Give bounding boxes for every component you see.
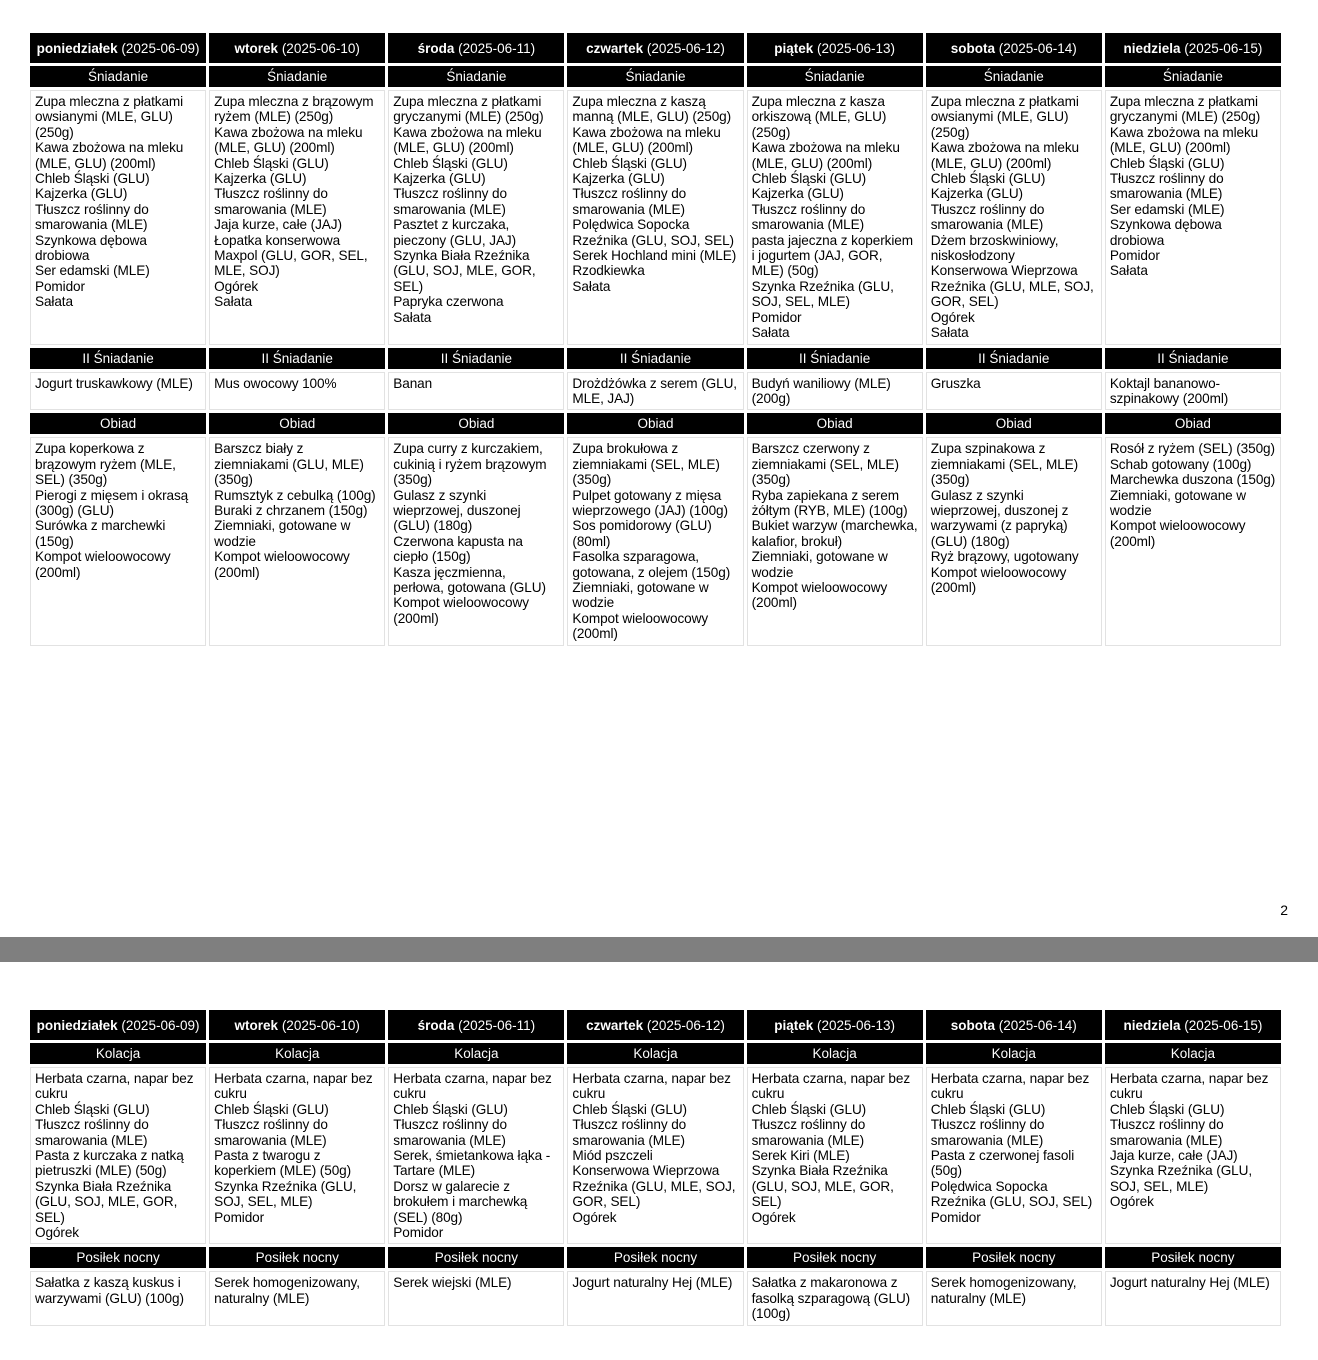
menu-item: Chleb Śląski (GLU) xyxy=(1109,1101,1225,1117)
menu-item: Barszcz czerwony z ziemniakami (SEL, MLE) (350g) xyxy=(751,441,899,488)
meal-cell xyxy=(567,437,743,645)
meal-label: II Śniadanie xyxy=(926,348,1102,369)
menu-item: Drożdżówka z serem (GLU, MLE, JAJ) xyxy=(572,375,737,406)
meal-label: Kolacja xyxy=(30,1043,206,1064)
day-name: poniedziałek xyxy=(36,40,118,56)
menu-item: Konserwowa Wieprzowa Rzeźnika (GLU, MLE, SOJ, GOR, SEL) xyxy=(930,263,1094,310)
day-name: czwartek xyxy=(586,40,644,56)
menu-item: Kompot wieloowocowy (200ml) xyxy=(751,579,888,611)
menu-item: Ogórek xyxy=(1109,1194,1154,1210)
menu-item: Sałata xyxy=(572,278,611,294)
meal-cell xyxy=(388,1271,564,1325)
menu-item: Ziemniaki, gotowane w wodzie xyxy=(751,549,888,580)
menu-item: Fasolka szparagowa, gotowana, z olejem (150g) xyxy=(572,549,731,580)
menu-item: Pasta z twarogu z koperkiem (MLE) (50g) xyxy=(214,1148,352,1179)
menu-item: Ogórek xyxy=(930,309,975,325)
menu-item: Szynka Rzeźnika (GLU, SOJ, SEL, MLE) xyxy=(751,278,894,310)
menu-item: Kawa zbożowa na mleku (MLE, GLU) (200ml) xyxy=(572,124,721,156)
meal-label-row xyxy=(30,413,1281,434)
menu-item: Kajzerka (GLU) xyxy=(751,186,844,202)
day-header xyxy=(567,1010,743,1040)
meal-cell xyxy=(926,437,1102,645)
menu-item: Zupa mleczna z kaszą manną (MLE, GLU) (250g) xyxy=(572,94,732,125)
menu-item: Chleb Śląski (GLU) xyxy=(1109,155,1225,171)
menu-item: Koktajl bananowo-szpinakowy (200ml) xyxy=(1109,375,1229,406)
day-header xyxy=(1105,33,1281,63)
menu-item: Ogórek xyxy=(751,1209,796,1225)
menu-item: Kawa zbożowa na mleku (MLE, GLU) (200ml) xyxy=(214,124,363,156)
day-date: (2025-06-14) xyxy=(995,40,1077,56)
menu-item: Kajzerka (GLU) xyxy=(930,186,1023,202)
meal-cell xyxy=(1105,90,1281,345)
menu-item: Serek homogenizowany, naturalny (MLE) xyxy=(930,1275,1077,1306)
meal-label: Kolacja xyxy=(567,1043,743,1064)
menu-item: Gulasz z szynki wieprzowej, duszonej (GLU) (180g) xyxy=(393,487,521,534)
menu-item: Sałata xyxy=(35,294,73,310)
menu-item: Chleb Śląski (GLU) xyxy=(751,1101,867,1117)
menu-item: Herbata czarna, napar bez cukru xyxy=(393,1071,552,1102)
menu-item: Gruszka xyxy=(930,375,981,391)
day-date: (2025-06-13) xyxy=(813,1017,896,1033)
meal-label: Obiad xyxy=(388,413,564,434)
menu-item: Kajzerka (GLU) xyxy=(393,171,486,187)
menu-item: Pomidor xyxy=(35,278,85,294)
meal-cell xyxy=(567,1067,743,1244)
menu-item: Sałatka z makaronowa z fasolką szparagową (GLU) (100g) xyxy=(751,1275,911,1322)
day-name: piątek xyxy=(774,40,814,56)
menu-item: Zupa brokułowa z ziemniakami (SEL, MLE) (350g) xyxy=(572,441,720,488)
menu-item: Pomidor xyxy=(930,1209,981,1225)
menu-item: Ryż brązowy, ugotowany xyxy=(930,549,1079,565)
menu-item: Ser edamski (MLE) xyxy=(1109,201,1225,217)
menu-item: Kawa zbożowa na mleku (MLE, GLU) (200ml) xyxy=(35,140,184,171)
menu-item: Ziemniaki, gotowane w wodzie xyxy=(214,518,351,549)
menu-item: Jogurt truskawkowy (MLE) xyxy=(35,375,193,391)
menu-item: Serek Hochland mini (MLE) xyxy=(572,248,737,264)
meal-label: Posiłek nocny xyxy=(209,1247,385,1268)
menu-item: Zupa mleczna z płatkami owsianymi (MLE, GLU) (250g) xyxy=(35,94,184,140)
meal-cell xyxy=(567,1271,743,1325)
menu-item: Tłuszcz roślinny do smarowania (MLE) xyxy=(35,201,149,233)
meal-cell xyxy=(747,437,923,645)
meal-cell xyxy=(747,1067,923,1244)
day-date: (2025-06-11) xyxy=(454,1017,536,1033)
day-date: (2025-06-15) xyxy=(1180,40,1263,56)
meal-label: Obiad xyxy=(926,413,1102,434)
menu-item: Tłuszcz roślinny do smarowania (MLE) xyxy=(751,1117,866,1148)
menu-item: Rzodkiewka xyxy=(572,263,645,279)
menu-item: Zupa mleczna z kasza orkiszową (MLE, GLU) (250g) xyxy=(751,94,887,140)
menu-item: Pomidor xyxy=(393,1225,444,1241)
meal-label: Posiłek nocny xyxy=(30,1247,206,1268)
meal-cell xyxy=(1105,437,1281,645)
menu-item: Banan xyxy=(393,375,433,391)
meal-cell xyxy=(388,372,564,411)
day-date: (2025-06-14) xyxy=(995,1017,1077,1033)
meal-cell xyxy=(30,1067,206,1244)
meal-items-row xyxy=(30,1067,1281,1244)
day-header-row xyxy=(30,33,1281,63)
day-header xyxy=(209,33,385,63)
menu-item: Tłuszcz roślinny do smarowania (MLE) xyxy=(751,201,866,233)
menu-item: Sałata xyxy=(751,325,790,341)
day-date: (2025-06-11) xyxy=(454,40,536,56)
menu-item: Tłuszcz roślinny do smarowania (MLE) xyxy=(572,1117,687,1148)
meal-cell xyxy=(1105,1067,1281,1244)
meal-label: Posiłek nocny xyxy=(1105,1247,1281,1268)
day-header xyxy=(30,33,206,63)
menu-item: Sałata xyxy=(393,309,432,325)
day-date: (2025-06-12) xyxy=(643,40,725,56)
menu-item: Pomidor xyxy=(1109,248,1160,264)
menu-item: Pulpet gotowany z mięsa wieprzowego (JAJ) (100g) xyxy=(572,487,728,518)
meal-label: Obiad xyxy=(747,413,923,434)
day-name: sobota xyxy=(950,40,995,56)
meal-cell xyxy=(747,90,923,345)
menu-item: Chleb Śląski (GLU) xyxy=(572,1101,687,1117)
meal-cell xyxy=(567,372,743,411)
menu-item: Chleb Śląski (GLU) xyxy=(930,171,1046,187)
menu-item: Chleb Śląski (GLU) xyxy=(214,1101,329,1117)
meal-cell xyxy=(747,1271,923,1325)
day-header-row xyxy=(30,1010,1281,1040)
meal-cell xyxy=(1105,372,1281,411)
meal-label: Obiad xyxy=(1105,413,1281,434)
day-name: sobota xyxy=(950,1017,995,1033)
menu-item: Rosół z ryżem (SEL) (350g) xyxy=(1109,441,1275,457)
menu-item: Szynka Biała Rzeźnika (GLU, SOJ, MLE, GOR, SEL) xyxy=(35,1178,178,1225)
meal-cell xyxy=(747,372,923,411)
menu-item: Zupa mleczna z płatkami gryczanymi (MLE) (250g) xyxy=(1109,94,1261,125)
meal-label: Śniadanie xyxy=(209,66,385,87)
day-name: wtorek xyxy=(234,40,279,56)
meal-label: Posiłek nocny xyxy=(388,1247,564,1268)
menu-item: Pomidor xyxy=(751,309,802,325)
meal-cell xyxy=(926,90,1102,345)
menu-item: Marchewka duszona (150g) xyxy=(1109,472,1276,488)
menu-item: Herbata czarna, napar bez cukru xyxy=(1109,1071,1269,1102)
menu-item: Kawa zbożowa na mleku (MLE, GLU) (200ml) xyxy=(393,124,542,156)
menu-item: Serek Kiri (MLE) xyxy=(751,1148,850,1164)
menu-item: Zupa curry z kurczakiem, cukinią i ryżem brązowym (350g) xyxy=(393,441,547,488)
menu-item: Ziemniaki, gotowane w wodzie xyxy=(1109,487,1247,518)
day-header xyxy=(747,33,923,63)
menu-page-2 xyxy=(0,962,1318,1360)
meal-cell xyxy=(209,1271,385,1325)
day-header xyxy=(388,1010,564,1040)
meal-cell xyxy=(209,372,385,411)
menu-item: Zupa mleczna z płatkami owsianymi (MLE, GLU) (250g) xyxy=(930,94,1079,140)
menu-item: Sałata xyxy=(930,325,969,341)
menu-item: Papryka czerwona xyxy=(393,294,504,310)
menu-item: Sałata xyxy=(214,294,253,310)
menu-item: Barszcz biały z ziemniakami (GLU, MLE) (350g) xyxy=(214,441,364,488)
meal-cell xyxy=(388,90,564,345)
menu-item: Sos pomidorowy (GLU) (80ml) xyxy=(572,518,712,549)
menu-item: Budyń waniliowy (MLE) (200g) xyxy=(751,375,891,406)
menu-item: Kajzerka (GLU) xyxy=(35,186,128,202)
meal-items-row xyxy=(30,90,1281,345)
menu-item: Pomidor xyxy=(214,1209,265,1225)
meal-label-row xyxy=(30,348,1281,369)
menu-item: Kompot wieloowocowy (200ml) xyxy=(393,595,529,626)
page-separator xyxy=(0,937,1318,962)
menu-item: Chleb Śląski (GLU) xyxy=(393,155,508,171)
meal-items-row xyxy=(30,1271,1281,1325)
menu-item: Chleb Śląski (GLU) xyxy=(751,171,867,187)
menu-item: Szynkowa dębowa drobiowa xyxy=(35,232,147,264)
meal-cell xyxy=(1105,1271,1281,1325)
menu-item: Serek wiejski (MLE) xyxy=(393,1275,512,1291)
menu-item: Serek homogenizowany, naturalny (MLE) xyxy=(214,1275,360,1306)
menu-item: Buraki z chrzanem (150g) xyxy=(214,502,368,518)
menu-item: Pierogi z mięsem i okrasą (300g) (GLU) xyxy=(35,487,189,518)
meal-label: II Śniadanie xyxy=(1105,348,1281,369)
menu-item: Tłuszcz roślinny do smarowania (MLE) xyxy=(393,1117,507,1148)
menu-item: Tłuszcz roślinny do smarowania (MLE) xyxy=(572,186,687,217)
menu-item: Tłuszcz roślinny do smarowania (MLE) xyxy=(1109,171,1224,202)
meal-label: Śniadanie xyxy=(747,66,923,87)
meal-label: II Śniadanie xyxy=(747,348,923,369)
menu-item: Jaja kurze, całe (JAJ) xyxy=(214,217,342,233)
day-date: (2025-06-09) xyxy=(117,40,200,56)
menu-item: Dorsz w galarecie z brokułem i marchewką (SEL) (80g) xyxy=(393,1178,528,1225)
meal-cell xyxy=(926,372,1102,411)
menu-item: Kajzerka (GLU) xyxy=(572,171,665,187)
menu-item: Ziemniaki, gotowane w wodzie xyxy=(572,579,709,611)
menu-item: Mus owocowy 100% xyxy=(214,375,337,391)
menu-item: Zupa mleczna z brązowym ryżem (MLE) (250g) xyxy=(214,94,374,125)
menu-item: Herbata czarna, napar bez cukru xyxy=(930,1071,1090,1102)
menu-item: Tłuszcz roślinny do smarowania (MLE) xyxy=(214,1117,328,1148)
weekly-menu-table-page-1 xyxy=(27,30,1284,649)
menu-item: Szynka Rzeźnika (GLU, SOJ, SEL, MLE) xyxy=(1109,1163,1253,1194)
menu-item: Szynkowa dębowa drobiowa xyxy=(1109,217,1222,248)
menu-item: Tłuszcz roślinny do smarowania (MLE) xyxy=(35,1117,149,1148)
menu-item: Pasta z czerwonej fasoli (50g) xyxy=(930,1148,1075,1179)
meal-cell xyxy=(30,372,206,411)
meal-label: Śniadanie xyxy=(30,66,206,87)
menu-item: Czerwona kapusta na ciepło (150g) xyxy=(393,533,523,565)
day-date: (2025-06-10) xyxy=(278,40,360,56)
day-header xyxy=(926,33,1102,63)
meal-cell xyxy=(209,1067,385,1244)
menu-item: Tłuszcz roślinny do smarowania (MLE) xyxy=(393,186,507,217)
menu-item: Bukiet warzyw (marchewka, kalafior, brokuł) xyxy=(751,518,918,549)
meal-cell xyxy=(209,90,385,345)
meal-cell xyxy=(926,1271,1102,1325)
menu-item: Chleb Śląski (GLU) xyxy=(393,1101,508,1117)
menu-item: Ogórek xyxy=(572,1209,617,1225)
menu-item: Chleb Śląski (GLU) xyxy=(35,171,150,187)
menu-item: Tłuszcz roślinny do smarowania (MLE) xyxy=(1109,1117,1224,1148)
menu-item: Ogórek xyxy=(35,1225,79,1241)
meal-label-row xyxy=(30,1043,1281,1064)
meal-label: Śniadanie xyxy=(567,66,743,87)
meal-cell xyxy=(926,1067,1102,1244)
day-name: czwartek xyxy=(586,1017,644,1033)
meal-label: II Śniadanie xyxy=(388,348,564,369)
meal-label: Śniadanie xyxy=(1105,66,1281,87)
menu-item: Pasztet z kurczaka, pieczony (GLU, JAJ) xyxy=(393,217,517,248)
menu-item: Ser edamski (MLE) xyxy=(35,263,150,279)
meal-label: Posiłek nocny xyxy=(747,1247,923,1268)
meal-label: Kolacja xyxy=(388,1043,564,1064)
day-name: niedziela xyxy=(1123,1017,1181,1033)
menu-item: Miód pszczeli xyxy=(572,1148,653,1164)
menu-item: Schab gotowany (100g) xyxy=(1109,456,1252,472)
menu-item: Zupa mleczna z płatkami gryczanymi (MLE) (250g) xyxy=(393,94,544,125)
menu-item: Jogurt naturalny Hej (MLE) xyxy=(572,1275,733,1291)
menu-item: Chleb Śląski (GLU) xyxy=(930,1101,1046,1117)
meal-items-row xyxy=(30,437,1281,645)
menu-item: Zupa szpinakowa z ziemniakami (SEL, MLE) (350g) xyxy=(930,441,1079,488)
meal-label-row xyxy=(30,66,1281,87)
menu-item: Chleb Śląski (GLU) xyxy=(35,1101,150,1117)
menu-item: Łopatka konserwowa Maxpol (GLU, GOR, SEL, MLE, SOJ) xyxy=(214,232,368,279)
day-date: (2025-06-09) xyxy=(117,1017,200,1033)
meal-label: Posiłek nocny xyxy=(926,1247,1102,1268)
day-date: (2025-06-15) xyxy=(1180,1017,1263,1033)
menu-item: Szynka Rzeźnika (GLU, SOJ, SEL, MLE) xyxy=(214,1178,357,1210)
menu-item: Kompot wieloowocowy (200ml) xyxy=(1109,518,1246,549)
menu-item: Kompot wieloowocowy (200ml) xyxy=(35,549,171,580)
day-name: piątek xyxy=(774,1017,814,1033)
meal-label: II Śniadanie xyxy=(567,348,743,369)
day-name: środa xyxy=(417,40,455,56)
menu-item: Kompot wieloowocowy (200ml) xyxy=(572,610,709,642)
menu-item: Sałatka z kaszą kuskus i warzywami (GLU) (100g) xyxy=(35,1275,184,1306)
day-name: wtorek xyxy=(234,1017,279,1033)
menu-item: Kawa zbożowa na mleku (MLE, GLU) (200ml) xyxy=(751,140,900,171)
day-name: środa xyxy=(417,1017,455,1033)
menu-item: Jaja kurze, całe (JAJ) xyxy=(1109,1148,1238,1164)
day-date: (2025-06-12) xyxy=(643,1017,725,1033)
menu-item: Kajzerka (GLU) xyxy=(214,171,307,187)
meal-items-row xyxy=(30,372,1281,411)
meal-cell xyxy=(388,437,564,645)
menu-item: Chleb Śląski (GLU) xyxy=(214,155,329,171)
day-header xyxy=(567,33,743,63)
meal-label: Kolacja xyxy=(747,1043,923,1064)
day-header xyxy=(747,1010,923,1040)
menu-item: Tłuszcz roślinny do smarowania (MLE) xyxy=(930,201,1045,233)
menu-item: Kompot wieloowocowy (200ml) xyxy=(930,564,1067,595)
menu-item: Szynka Biała Rzeźnika (GLU, SOJ, MLE, GOR, SEL) xyxy=(393,248,536,294)
weekly-menu-table-page-2 xyxy=(27,1007,1284,1329)
meal-cell xyxy=(388,1067,564,1244)
meal-label: Posiłek nocny xyxy=(567,1247,743,1268)
menu-item: Serek, śmietankowa łąka - Tartare (MLE) xyxy=(393,1148,551,1179)
day-header xyxy=(926,1010,1102,1040)
meal-cell xyxy=(209,437,385,645)
menu-item: Kompot wieloowocowy (200ml) xyxy=(214,549,350,580)
menu-item: Szynka Biała Rzeźnika (GLU, SOJ, MLE, GOR, SEL) xyxy=(751,1163,894,1210)
meal-label: Śniadanie xyxy=(926,66,1102,87)
menu-item: Herbata czarna, napar bez cukru xyxy=(35,1071,194,1102)
menu-item: Dżem brzoskwiniowy, niskosłodzony xyxy=(930,232,1059,264)
menu-item: Pasta z kurczaka z natką pietruszki (MLE) (50g) xyxy=(35,1148,184,1179)
menu-item: Herbata czarna, napar bez cukru xyxy=(751,1071,911,1102)
meal-label: Obiad xyxy=(567,413,743,434)
menu-item: Polędwica Sopocka Rzeźnika (GLU, SOJ, SEL) xyxy=(572,217,734,248)
day-header xyxy=(1105,1010,1281,1040)
menu-item: Jogurt naturalny Hej (MLE) xyxy=(1109,1275,1270,1291)
menu-item: Kasza jęczmienna, perłowa, gotowana (GLU) xyxy=(393,564,546,595)
menu-item: pasta jajeczna z koperkiem i jogurtem (JAJ, GOR, MLE) (50g) xyxy=(751,232,913,279)
menu-item: Ryba zapiekana z serem żółtym (RYB, MLE) (100g) xyxy=(751,487,908,518)
menu-item: Herbata czarna, napar bez cukru xyxy=(572,1071,731,1102)
menu-item: Sałata xyxy=(1109,263,1148,279)
menu-item: Tłuszcz roślinny do smarowania (MLE) xyxy=(214,186,328,217)
meal-cell xyxy=(30,90,206,345)
day-name: poniedziałek xyxy=(36,1017,118,1033)
menu-item: Tłuszcz roślinny do smarowania (MLE) xyxy=(930,1117,1045,1148)
meal-label: Kolacja xyxy=(209,1043,385,1064)
menu-item: Zupa koperkowa z brązowym ryżem (MLE, SEL) (350g) xyxy=(35,441,176,488)
meal-label: II Śniadanie xyxy=(30,348,206,369)
day-name: niedziela xyxy=(1123,40,1181,56)
day-date: (2025-06-13) xyxy=(813,40,896,56)
menu-item: Polędwica Sopocka Rzeźnika (GLU, SOJ, SEL) xyxy=(930,1178,1093,1210)
menu-item: Chleb Śląski (GLU) xyxy=(572,155,687,171)
day-header xyxy=(209,1010,385,1040)
day-header xyxy=(30,1010,206,1040)
meal-label-row xyxy=(30,1247,1281,1268)
day-header xyxy=(388,33,564,63)
menu-item: Herbata czarna, napar bez cukru xyxy=(214,1071,373,1102)
menu-item: Rumsztyk z cebulką (100g) xyxy=(214,487,376,503)
menu-item: Kawa zbożowa na mleku (MLE, GLU) (200ml) xyxy=(930,140,1079,171)
meal-cell xyxy=(567,90,743,345)
meal-label: Śniadanie xyxy=(388,66,564,87)
meal-label: Obiad xyxy=(30,413,206,434)
menu-item: Konserwowa Wieprzowa Rzeźnika (GLU, MLE, SOJ, GOR, SEL) xyxy=(572,1163,736,1210)
meal-label: Kolacja xyxy=(1105,1043,1281,1064)
menu-item: Kawa zbożowa na mleku (MLE, GLU) (200ml) xyxy=(1109,124,1259,156)
meal-label: Obiad xyxy=(209,413,385,434)
meal-label: Kolacja xyxy=(926,1043,1102,1064)
page-number: 2 xyxy=(1280,902,1288,918)
day-date: (2025-06-10) xyxy=(278,1017,360,1033)
meal-cell xyxy=(30,1271,206,1325)
menu-item: Gulasz z szynki wieprzowej, duszonej z warzywami (z papryką) (GLU) (180g) xyxy=(930,487,1069,549)
menu-item: Surówka z marchewki (150g) xyxy=(35,518,166,549)
menu-item: Ogórek xyxy=(214,278,259,294)
meal-cell xyxy=(30,437,206,645)
meal-label: II Śniadanie xyxy=(209,348,385,369)
